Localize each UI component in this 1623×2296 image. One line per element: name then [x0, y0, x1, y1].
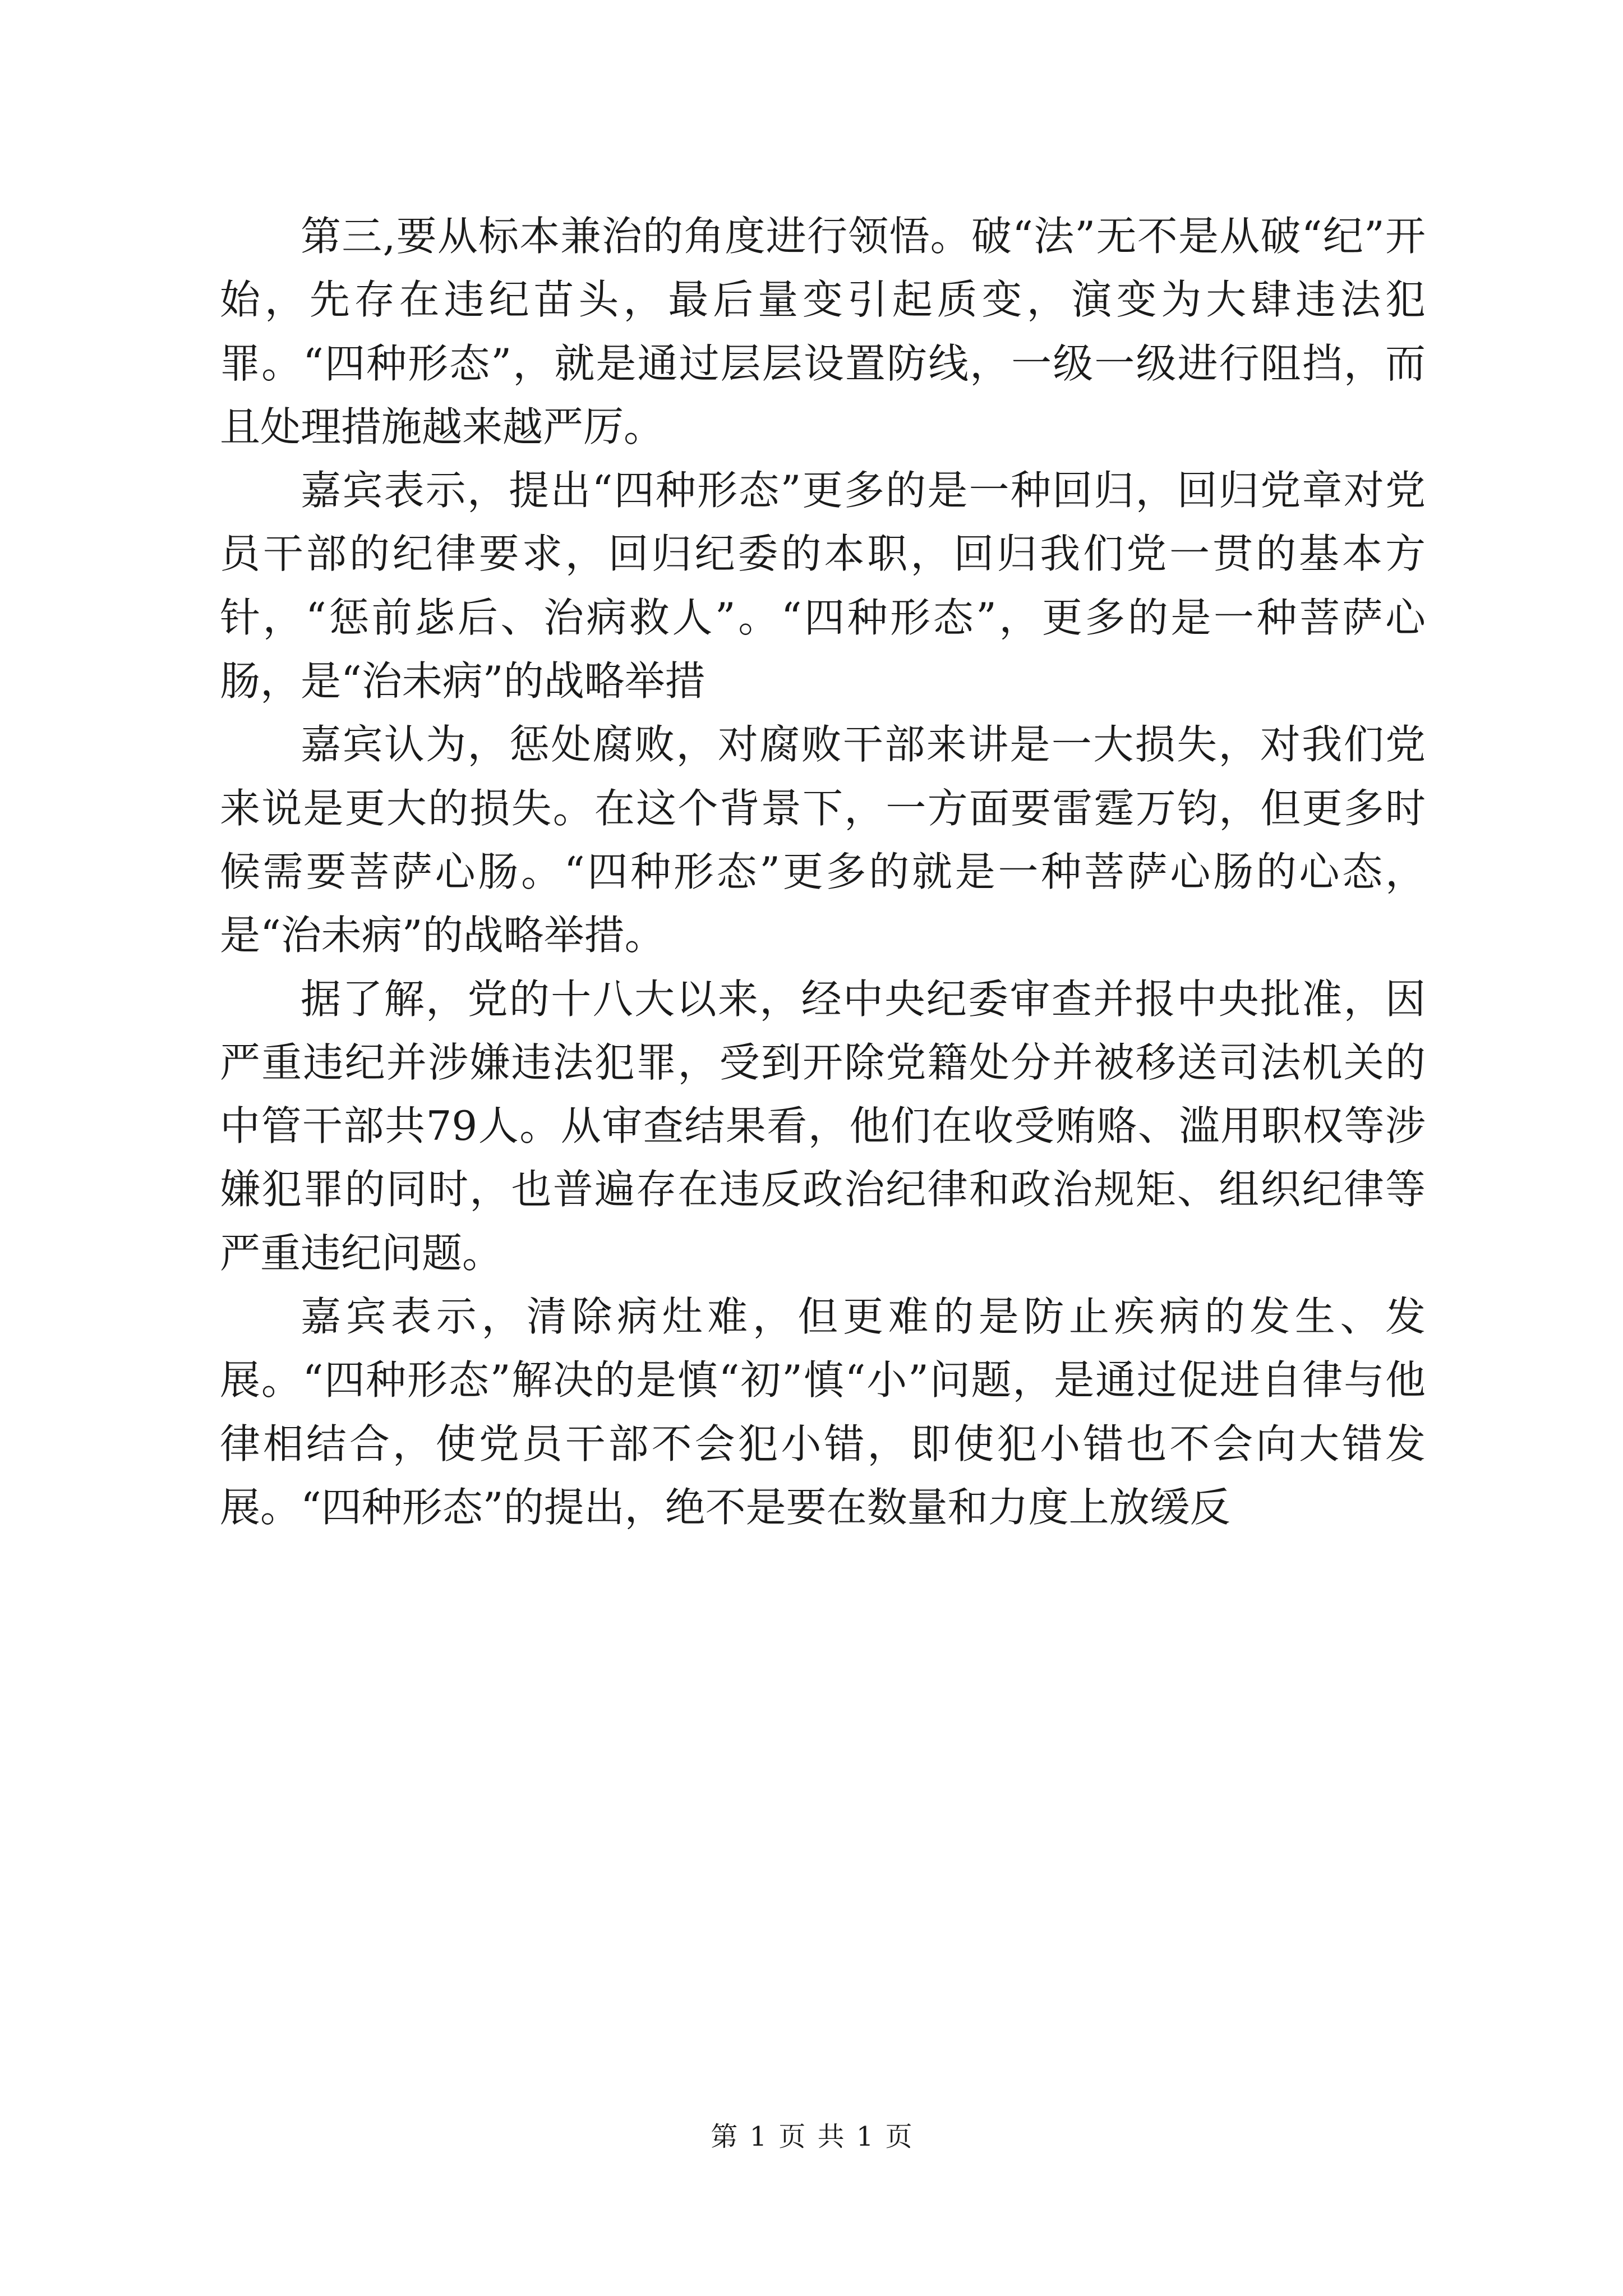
page-footer: 第 1 页 共 1 页 — [711, 2121, 912, 2152]
document-body — [220, 205, 1426, 1539]
paragraph-5: 嘉宾表示，清除病灶难，但更难的是防止疾病的发生、发展。“四种形态”解决的是慎“初”慎“小”问题，是通过促进自律与他律相结合，使党员干部不会犯小错，即使犯小错也不会向大错发展。“四种形态”的提出，绝不是要在数量和力度上放缓反 — [220, 1293, 1426, 1531]
paragraph-1: 第三,要从标本兼治的角度进行领悟。破“法”无不是从破“纪”开始，先存在违纪苗头，最后量变引起质变，演变为大肆违法犯罪。“四种形态”，就是通过层层设置防线，一级一级进行阻挡，而且处理措施越来越严厉。 — [220, 213, 1426, 450]
paragraph-2: 嘉宾表示，提出“四种形态”更多的是一种回归，回归党章对党员干部的纪律要求，回归纪委的本职，回归我们党一贯的基本方针，“惩前毖后、治病救人”。“四种形态”，更多的是一种菩萨心肠，是“治未病”的战略举措 — [220, 467, 1426, 705]
paragraph-4: 据了解，党的十八大以来，经中央纪委审查并报中央批准，因严重违纪并涉嫌违法犯罪，受到开除党籍处分并被移送司法机关的中管干部共79人。从审查结果看，他们在收受贿赂、滥用职权等涉嫌犯罪的同时，也普遍存在违反政治纪律和政治规矩、组织纪律等严重违纪问题。 — [220, 975, 1426, 1277]
paragraph-3: 嘉宾认为，惩处腐败，对腐败干部来讲是一大损失，对我们党来说是更大的损失。在这个背景下，一方面要雷霆万钧，但更多时候需要菩萨心肠。“四种形态”更多的就是一种菩萨心肠的心态，是“治未病”的战略举措。 — [220, 721, 1426, 959]
